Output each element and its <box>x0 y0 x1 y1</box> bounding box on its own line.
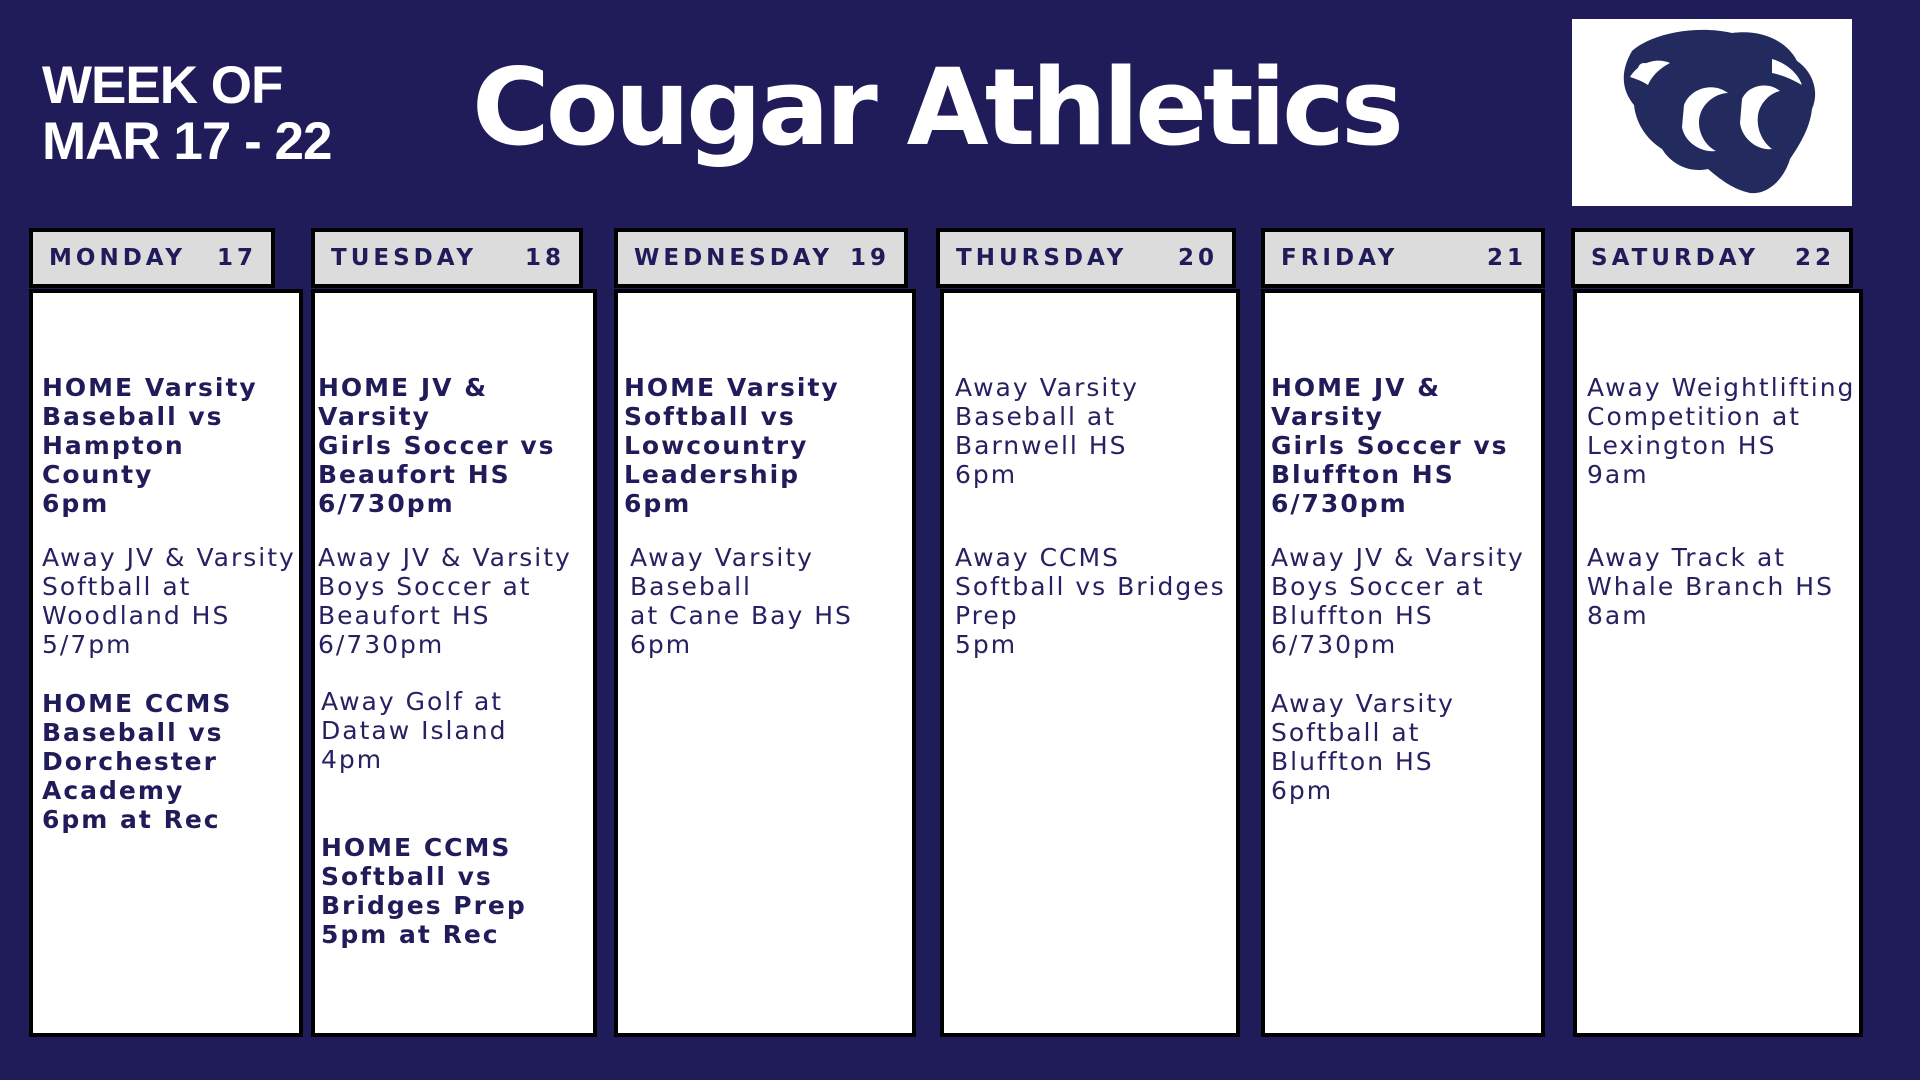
event-saturday-2: Away Track at Whale Branch HS 8am <box>1587 543 1834 630</box>
day-header-thursday <box>936 228 1236 288</box>
day-column-saturday <box>1573 289 1863 1037</box>
day-column-wednesday <box>614 289 916 1037</box>
day-column-thursday <box>940 289 1240 1037</box>
event-wednesday-2: Away Varsity Baseball at Cane Bay HS 6pm <box>630 543 853 659</box>
day-name: FRIDAY <box>1281 245 1399 271</box>
day-name: SATURDAY <box>1591 245 1760 271</box>
event-thursday-2: Away CCMS Softball vs Bridges Prep 5pm <box>955 543 1226 659</box>
cougar-head-icon <box>1572 19 1852 206</box>
day-name: TUESDAY <box>331 245 477 271</box>
day-column-tuesday <box>311 289 597 1037</box>
day-date: 18 <box>524 245 565 271</box>
page-title: Cougar Athletics <box>472 46 1400 169</box>
day-header-tuesday <box>311 228 583 288</box>
event-tuesday-2: Away JV & Varsity Boys Soccer at Beaufort HS 6/730pm <box>318 543 572 659</box>
day-header-wednesday <box>614 228 908 288</box>
event-wednesday-1: HOME Varsity Softball vs Lowcountry Leadership 6pm <box>624 373 840 518</box>
day-column-friday <box>1261 289 1545 1037</box>
event-monday-3: HOME CCMS Baseball vs Dorchester Academy 6pm at Rec <box>42 689 233 834</box>
event-monday-1: HOME Varsity Baseball vs Hampton County 6pm <box>42 373 258 518</box>
event-tuesday-1: HOME JV & Varsity Girls Soccer vs Beaufort HS 6/730pm <box>318 373 556 518</box>
event-friday-3: Away Varsity Softball at Bluffton HS 6pm <box>1271 689 1455 805</box>
event-thursday-1: Away Varsity Baseball at Barnwell HS 6pm <box>955 373 1139 489</box>
event-saturday-1: Away Weightlifting Competition at Lexington HS 9am <box>1587 373 1856 489</box>
day-name: MONDAY <box>49 245 187 271</box>
day-name: THURSDAY <box>956 245 1128 271</box>
day-date: 20 <box>1177 245 1218 271</box>
event-monday-2: Away JV & Varsity Softball at Woodland HS 5/7pm <box>42 543 296 659</box>
day-column-monday <box>29 289 303 1037</box>
day-date: 19 <box>849 245 890 271</box>
week-of-line: WEEK OF <box>42 56 283 115</box>
day-header-friday <box>1261 228 1545 288</box>
event-friday-2: Away JV & Varsity Boys Soccer at Bluffton HS 6/730pm <box>1271 543 1525 659</box>
day-date: 21 <box>1486 245 1527 271</box>
week-of-label <box>42 58 331 170</box>
event-tuesday-3: Away Golf at Dataw Island 4pm <box>321 687 508 774</box>
day-header-saturday <box>1571 228 1853 288</box>
week-range-line: MAR 17 - 22 <box>42 112 332 171</box>
day-name: WEDNESDAY <box>634 245 834 271</box>
day-date: 22 <box>1794 245 1835 271</box>
event-tuesday-4: HOME CCMS Softball vs Bridges Prep 5pm at Rec <box>321 833 527 949</box>
day-header-monday <box>29 228 275 288</box>
cougar-logo <box>1572 19 1852 206</box>
day-date: 17 <box>216 245 257 271</box>
event-friday-1: HOME JV & Varsity Girls Soccer vs Bluffton HS 6/730pm <box>1271 373 1509 518</box>
